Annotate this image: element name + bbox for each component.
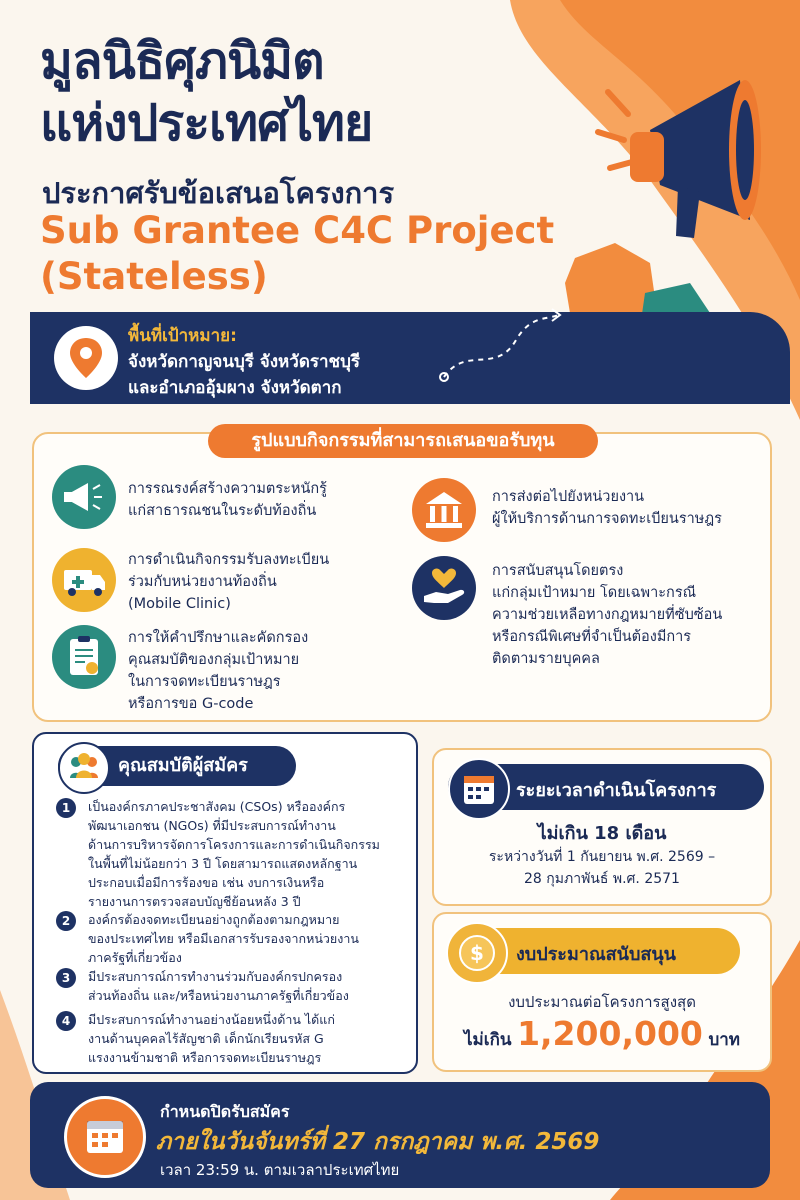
qualification-line: มีประสบการณ์ทำงานอย่างน้อยหนึ่งด้าน ได้แก่	[88, 1012, 335, 1027]
qualification-line: ด้านการบริหารจัดการโครงการและการดำเนินกิจกรรม	[88, 837, 380, 852]
hand-heart-icon	[412, 556, 476, 620]
qualification-number: 1	[56, 798, 76, 818]
mobile-clinic-icon	[52, 548, 116, 612]
budget-unit: บาท	[708, 1030, 740, 1050]
government-building-icon	[412, 478, 476, 542]
activity-item	[128, 549, 329, 615]
qualification-number: 2	[56, 911, 76, 931]
activity-item	[128, 478, 327, 522]
activity-line: การรณรงค์สร้างความตระหนักรู้	[128, 481, 327, 497]
duration-heading-text: ระยะเวลาดำเนินโครงการ	[516, 780, 717, 801]
project-name-line: Sub Grantee C4C Project	[40, 209, 555, 252]
budget-description: งบประมาณต่อโครงการสูงสุด	[508, 993, 696, 1011]
qualification-line: ภาครัฐที่เกี่ยวข้อง	[88, 950, 182, 965]
clipboard-icon	[52, 625, 116, 689]
budget-heading-text: งบประมาณสนับสนุน	[516, 944, 676, 965]
target-area-line: จังหวัดกาญจนบุรี จังหวัดราชบุรี	[128, 352, 360, 372]
qualification-line: ประกอบเมื่อมีการร้องขอ เช่น งบการเงินหรือ	[88, 875, 325, 890]
page-title	[40, 30, 372, 154]
coin-icon	[446, 922, 508, 984]
location-pin-icon	[54, 326, 118, 390]
qualification-line: รายงานการตรวจสอบบัญชีย้อนหลัง 3 ปี	[88, 894, 301, 909]
qualification-item	[88, 967, 349, 1005]
qualification-item	[88, 910, 359, 967]
duration-main: ไม่เกิน 18 เดือน	[537, 823, 667, 844]
qualification-number: 3	[56, 968, 76, 988]
activity-line: ร่วมกับหน่วยงานท้องถิ่น	[128, 574, 277, 590]
duration-date-line: ระหว่างวันที่ 1 กันยายน พ.ศ. 2569 –	[488, 849, 716, 865]
qualification-line: พัฒนาเอกชน (NGOs) ที่มีประสบการณ์ทำงาน	[88, 818, 336, 833]
activity-line: (Mobile Clinic)	[128, 596, 231, 612]
budget-amount: 1,200,000	[517, 1014, 703, 1053]
title-line: แห่งประเทศไทย	[40, 94, 373, 152]
activity-item	[492, 486, 722, 530]
megaphone-icon	[52, 465, 116, 529]
qualification-line: องค์กรต้องจดทะเบียนอย่างถูกต้องตามกฎหมาย	[88, 912, 340, 927]
announcement-subtitle: ประกาศรับข้อเสนอโครงการ	[42, 176, 395, 210]
activity-line: คุณสมบัติของกลุ่มเป้าหมาย	[128, 652, 300, 668]
project-name	[40, 208, 554, 300]
activity-item	[492, 560, 722, 670]
qualification-line: ในพื้นที่ไม่น้อยกว่า 3 ปี โดยสามารถแสดงหลักฐาน	[88, 856, 358, 871]
qualifications-heading-text: คุณสมบัติผู้สมัคร	[118, 755, 248, 776]
activity-line: ความช่วยเหลือทางกฎหมายที่ซับซ้อน	[492, 607, 723, 623]
budget-prefix: ไม่เกิน	[464, 1030, 512, 1050]
activity-line: แก่กลุ่มเป้าหมาย โดยเฉพาะกรณี	[492, 585, 697, 601]
activity-line: การให้คำปรึกษาและคัดกรอง	[128, 630, 309, 646]
deadline-date: ภายในวันจันทร์ที่ 27 กรกฎาคม พ.ศ. 2569	[156, 1129, 600, 1155]
calendar-icon	[64, 1096, 146, 1178]
deadline-label: กำหนดปิดรับสมัคร	[160, 1102, 290, 1121]
qualification-line: เป็นองค์กรภาคประชาสังคม (CSOs) หรือองค์กร	[88, 799, 346, 814]
qualification-line: งานด้านบุคคลไร้สัญชาติ เด็กนักเรียนรหัส G	[88, 1031, 324, 1046]
activity-line: ในการจดทะเบียนราษฎร	[128, 674, 281, 690]
activity-line: หรือกรณีพิเศษที่จำเป็นต้องมีการ	[492, 629, 692, 645]
project-name-line: (Stateless)	[40, 255, 268, 298]
activity-line: การส่งต่อไปยังหน่วยงาน	[492, 489, 645, 505]
activity-line: การสนับสนุนโดยตรง	[492, 563, 624, 579]
qualification-item	[88, 797, 380, 911]
activity-item	[128, 627, 308, 715]
activity-line: การดำเนินกิจกรรมรับลงทะเบียน	[128, 552, 330, 568]
qualification-item	[88, 1010, 335, 1067]
target-area-line: และอำเภออุ้มผาง จังหวัดตาก	[128, 378, 342, 398]
title-line: มูลนิธิศุภนิมิต	[40, 32, 324, 90]
qualification-line: ส่วนท้องถิ่น และ/หรือหน่วยงานภาครัฐที่เกี่ยวข้อง	[88, 988, 349, 1003]
activity-line: หรือการขอ G-code	[128, 696, 254, 712]
calendar-icon	[448, 758, 510, 820]
activity-line: ติดตามรายบุคคล	[492, 651, 600, 667]
qualification-number: 4	[56, 1011, 76, 1031]
duration-date-line: 28 กุมภาพันธ์ พ.ศ. 2571	[524, 871, 680, 887]
activities-heading: รูปแบบกิจกรรมที่สามารถเสนอขอรับทุน	[208, 424, 598, 458]
people-icon	[58, 742, 110, 794]
deadline-time: เวลา 23:59 น. ตามเวลาประเทศไทย	[160, 1161, 400, 1179]
qualification-line: ของประเทศไทย หรือมีเอกสารรับรองจากหน่วยงาน	[88, 931, 359, 946]
activity-line: แก่สาธารณชนในระดับท้องถิ่น	[128, 503, 317, 519]
megaphone-illustration	[590, 70, 780, 260]
duration-dates	[432, 846, 772, 890]
svg-text:$: $	[470, 941, 484, 965]
target-area-label: พื้นที่เป้าหมาย:	[128, 326, 237, 346]
qualification-line: แรงงานข้ามชาติ หรือการจดทะเบียนราษฎร	[88, 1050, 322, 1065]
activity-line: ผู้ให้บริการด้านการจดทะเบียนราษฎร	[492, 511, 722, 527]
dashed-path-arrow	[436, 305, 566, 385]
budget-amount-row	[432, 1014, 772, 1053]
qualification-line: มีประสบการณ์การทำงานร่วมกับองค์กรปกครอง	[88, 969, 343, 984]
